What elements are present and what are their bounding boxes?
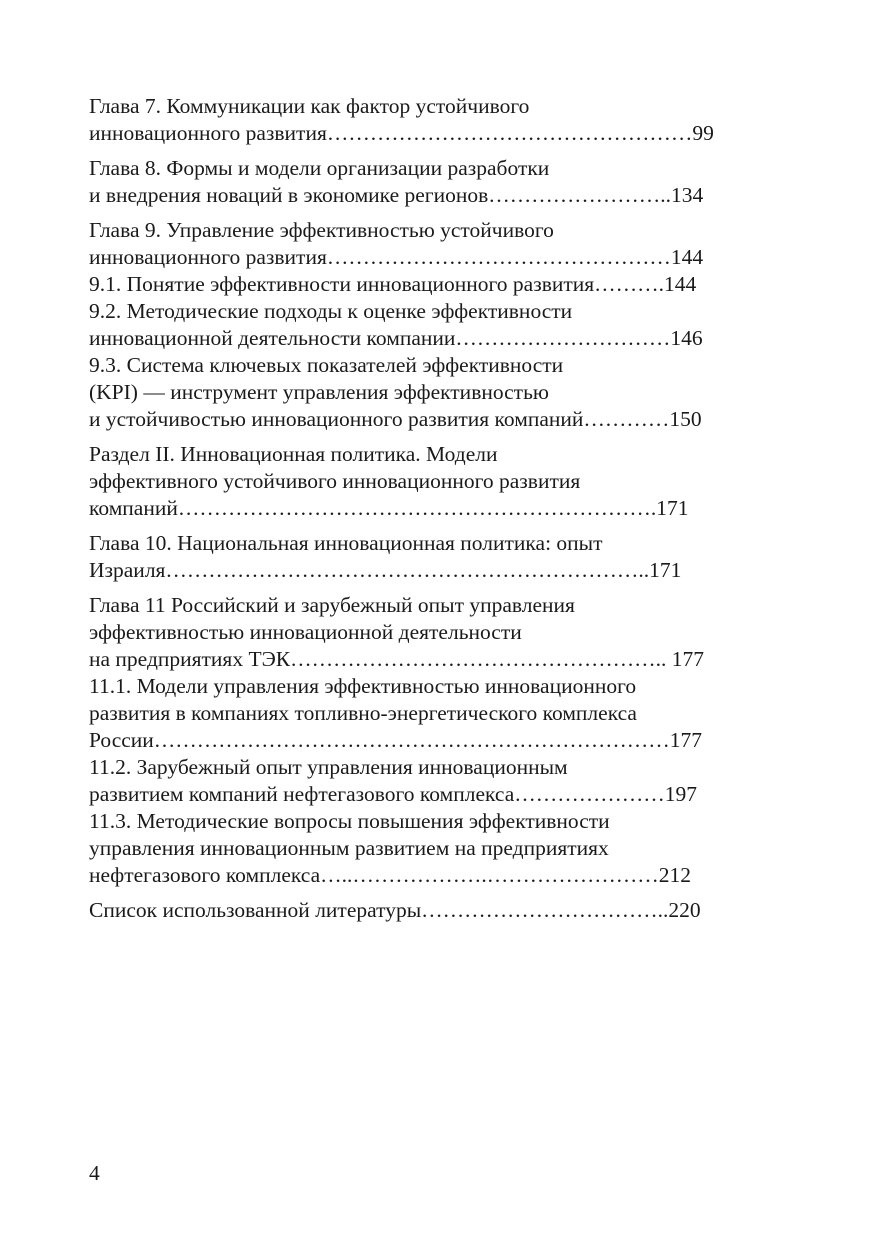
toc-line: управления инновационным развитием на предприятиях: [89, 836, 609, 860]
toc-line: 11.1. Модели управления эффективностью инновационного: [89, 674, 637, 698]
toc-line: инновационной деятельности компании…………………………146: [89, 326, 703, 350]
toc-line: и устойчивостью инновационного развития компаний…………150: [89, 407, 702, 431]
page-number: 4: [89, 1161, 100, 1185]
toc-line: эффективного устойчивого инновационного развития: [89, 469, 581, 493]
toc-line: 9.3. Система ключевых показателей эффективности: [89, 353, 564, 377]
table-of-contents: [89, 93, 761, 924]
toc-gap: [89, 433, 761, 441]
toc-line: Глава 7. Коммуникации как фактор устойчивого: [89, 94, 530, 118]
toc-line: инновационного развития…………………………………………144: [89, 245, 704, 269]
toc-line: 11.2. Зарубежный опыт управления инновационным: [89, 755, 568, 779]
toc-line: Раздел II. Инновационная политика. Модели: [89, 442, 498, 466]
toc-gap: [89, 147, 761, 155]
toc-line: Глава 8. Формы и модели организации разработки: [89, 156, 550, 180]
toc-line: 9.2. Методические подходы к оценке эффективности: [89, 299, 573, 323]
toc-line: эффективностью инновационной деятельности: [89, 620, 522, 644]
toc-gap: [89, 522, 761, 530]
toc-line: 11.3. Методические вопросы повышения эффективности: [89, 809, 610, 833]
toc-line: развитием компаний нефтегазового комплекса…………………197: [89, 782, 698, 806]
toc-line: Глава 10. Национальная инновационная политика: опыт: [89, 531, 603, 555]
toc-line: на предприятиях ТЭК…………………………………………….. 177: [89, 647, 704, 671]
toc-line: и внедрения новаций в экономике регионов……………………..134: [89, 183, 704, 207]
toc-line: Список использованной литературы……………………………..220: [89, 898, 701, 922]
toc-gap: [89, 209, 761, 217]
toc-gap: [89, 889, 761, 897]
toc-line: инновационного развития……………………………………………99: [89, 121, 714, 145]
toc-line: развития в компаниях топливно-энергетического комплекса: [89, 701, 637, 725]
toc-line: (KPI) — инструмент управления эффективностью: [89, 380, 549, 404]
toc-line: Глава 9. Управление эффективностью устойчивого: [89, 218, 554, 242]
toc-line: России………………………………………………………………177: [89, 728, 703, 752]
toc-line: компаний………………………………………………………….171: [89, 496, 689, 520]
toc-line: 9.1. Понятие эффективности инновационного развития……….144: [89, 272, 697, 296]
toc-line: Израиля…………………………………………………………..171: [89, 558, 682, 582]
toc-line: нефтегазового комплекса…..……………….……………………212: [89, 863, 692, 887]
toc-line: Глава 11 Российский и зарубежный опыт управления: [89, 593, 575, 617]
toc-gap: [89, 584, 761, 592]
